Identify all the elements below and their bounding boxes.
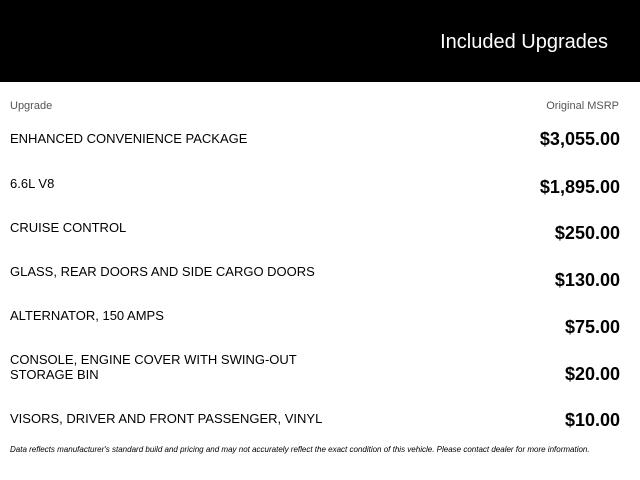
column-header-msrp: Original MSRP <box>546 100 619 112</box>
upgrade-name: CONSOLE, ENGINE COVER WITH SWING-OUT STORAGE BIN <box>10 352 297 382</box>
disclaimer-text: Data reflects manufacturer's standard build and pricing and may not accurately reflect the exact condition of this vehicle. Please contact dealer for more information. <box>10 445 590 454</box>
upgrade-price: $75.00 <box>564 317 620 337</box>
upgrade-name: VISORS, DRIVER AND FRONT PASSENGER, VINYL <box>10 411 323 426</box>
upgrade-price: $1,895.00 <box>539 177 620 197</box>
upgrade-price: $10.00 <box>564 410 620 430</box>
upgrade-price: $250.00 <box>554 223 620 243</box>
column-header-upgrade: Upgrade <box>10 100 53 112</box>
upgrade-price: $3,055.00 <box>539 129 620 149</box>
upgrade-name: ENHANCED CONVENIENCE PACKAGE <box>10 131 248 146</box>
upgrade-price: $130.00 <box>554 270 620 290</box>
page-title: Included Upgrades <box>440 31 608 53</box>
upgrade-name: CRUISE CONTROL <box>10 220 127 235</box>
header-banner <box>0 0 640 82</box>
upgrade-price: $20.00 <box>564 364 620 384</box>
upgrade-name: GLASS, REAR DOORS AND SIDE CARGO DOORS <box>10 264 315 279</box>
upgrade-name: ALTERNATOR, 150 AMPS <box>10 308 164 323</box>
upgrade-name: 6.6L V8 <box>10 176 55 191</box>
